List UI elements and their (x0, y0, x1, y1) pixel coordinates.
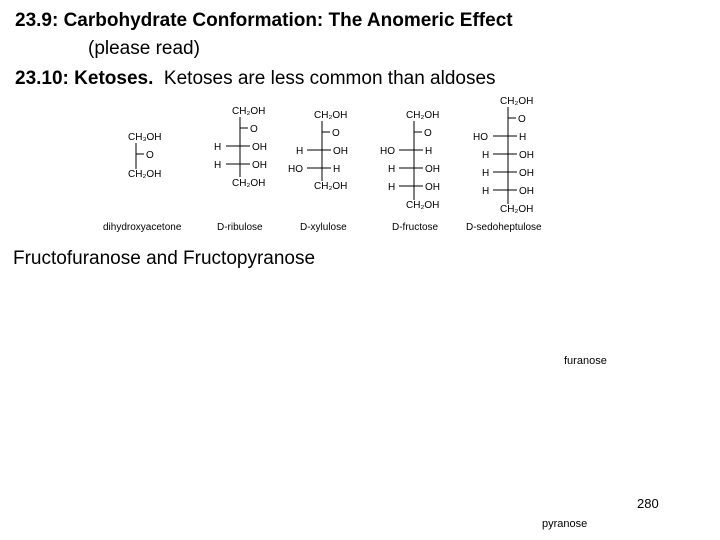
fructose-top: CH₂OH (406, 110, 440, 121)
fructose-r3-right: OH (425, 182, 440, 193)
ribulose-r2-right: OH (252, 160, 267, 171)
xylulose-r1-left: H (296, 146, 304, 157)
sedoheptulose-r1-left: HO (473, 132, 488, 143)
fructose-r2-left: H (388, 164, 396, 175)
sedoheptulose-oxygen: O (518, 114, 526, 125)
xylulose-oxygen: O (332, 128, 340, 139)
xylulose-r2-left: HO (288, 164, 303, 175)
sedoheptulose-r2-right: OH (519, 150, 534, 161)
heading-line-2: (please read) (88, 38, 200, 59)
dha-top: CH₃OH (128, 132, 162, 143)
page-number: 280 (637, 496, 659, 511)
dha-name: dihydroxyacetone (103, 222, 182, 233)
subtitle: Fructofuranose and Fructopyranose (13, 248, 316, 269)
sedoheptulose-name: D-sedoheptulose (466, 222, 542, 233)
sedoheptulose-bottom: CH₂OH (500, 204, 534, 215)
ribulose-r2-left: H (214, 160, 222, 171)
dihydroxyacetone-structure (103, 132, 182, 233)
xylulose-r1-right: OH (333, 146, 348, 157)
ribulose-structure (214, 106, 267, 233)
fructose-r3-left: H (388, 182, 396, 193)
ribulose-oxygen: O (250, 124, 258, 135)
xylulose-bottom: CH₂OH (314, 181, 348, 192)
pyranose-label: pyranose (542, 518, 588, 530)
fructose-r2-right: OH (425, 164, 440, 175)
heading-line-3-bold: 23.10: Ketoses. (15, 68, 154, 89)
heading-line-3-rest: Ketoses are less common than aldoses (163, 68, 496, 89)
ribulose-r1-right: OH (252, 142, 267, 153)
fructose-r1-left: HO (380, 146, 395, 157)
dha-oxygen: O (146, 150, 154, 161)
sedoheptulose-r4-right: OH (519, 186, 534, 197)
heading-line-1: 23.9: Carbohydrate Conformation: The Anomeric Effect (15, 10, 513, 31)
ribulose-bottom: CH₂OH (232, 178, 266, 189)
sedoheptulose-r3-left: H (482, 168, 490, 179)
fructose-bottom: CH₂OH (406, 200, 440, 211)
xylulose-structure (288, 110, 348, 233)
ketoses-figure (0, 0, 720, 240)
fructose-name: D-fructose (392, 222, 439, 233)
ribulose-r1-left: H (214, 142, 222, 153)
fructose-oxygen: O (424, 128, 432, 139)
xylulose-r2-right: H (333, 164, 341, 175)
sedoheptulose-top: CH₂OH (500, 96, 534, 107)
ribulose-name: D-ribulose (217, 222, 263, 233)
ribulose-top: CH₂OH (232, 106, 266, 117)
furanose-label: furanose (564, 355, 607, 367)
fructose-structure (380, 110, 440, 233)
xylulose-top: CH₂OH (314, 110, 348, 121)
sedoheptulose-r4-left: H (482, 186, 490, 197)
fructose-r1-right: H (425, 146, 433, 157)
sedoheptulose-r1-right: H (519, 132, 527, 143)
dha-bottom: CH₂OH (128, 169, 162, 180)
sedoheptulose-structure (466, 96, 542, 233)
sedoheptulose-r3-right: OH (519, 168, 534, 179)
sedoheptulose-r2-left: H (482, 150, 490, 161)
xylulose-name: D-xylulose (300, 222, 347, 233)
